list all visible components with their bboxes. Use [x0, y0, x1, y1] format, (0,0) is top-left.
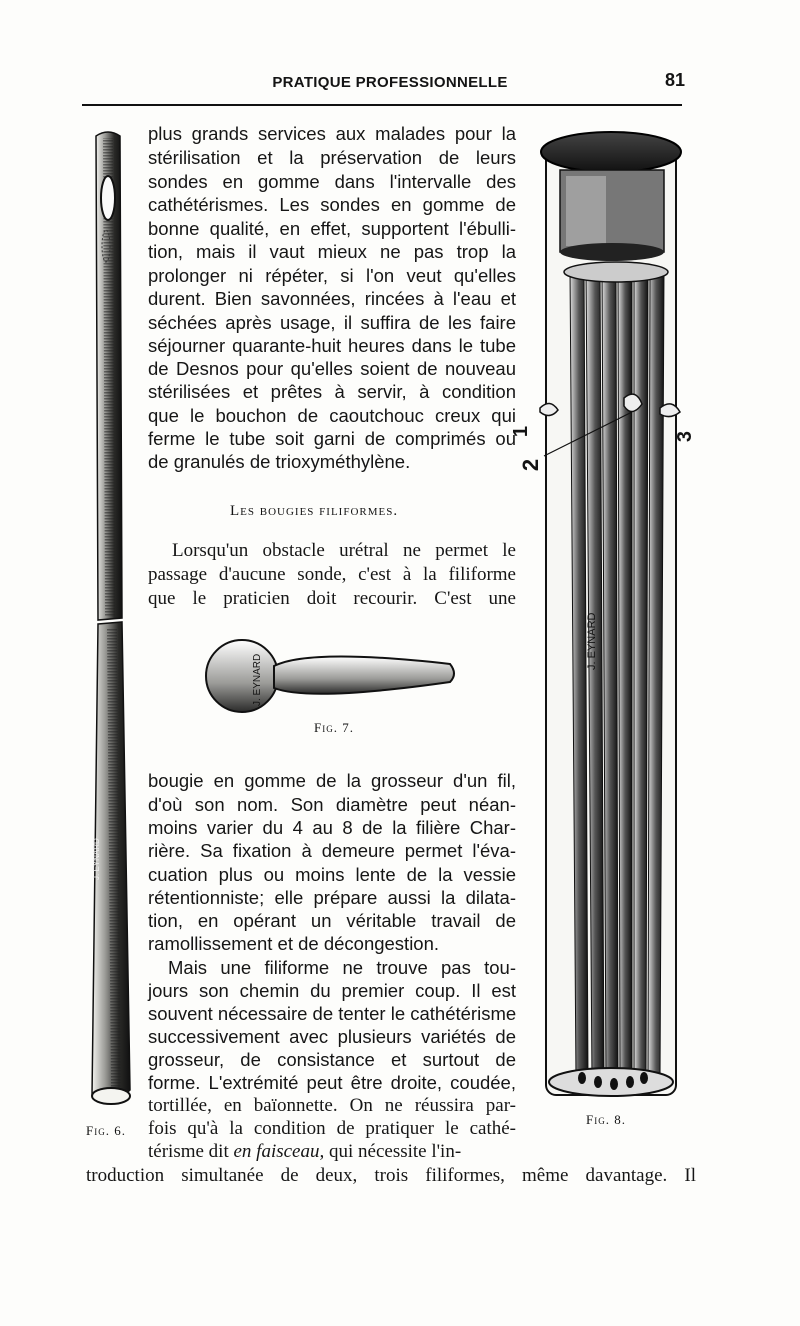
text-line: rétentionniste; elle prépare aussi la dilata- [148, 887, 516, 908]
text-line: tion, en opérant un véritable travail de [148, 910, 516, 931]
running-title: PRATIQUE PROFESSIONNELLE [272, 74, 508, 91]
text-line: Mais une filiforme ne trouve pas tou- [168, 957, 516, 978]
text-line: que le bouchon de caoutchouc creux qui [148, 405, 516, 426]
text-line: ferme le tube soit garni de comprimés ou [148, 428, 516, 449]
text-line: d'où son nom. Son diamètre peut néan- [148, 794, 516, 815]
page-number: 81 [664, 70, 685, 90]
text-line: successivement avec plusieurs variétés de [148, 1026, 516, 1047]
fig8-label-2: 2 [518, 458, 544, 472]
section-heading: Les bougies filiformes. [230, 503, 399, 519]
fig8-caption: Fig. 8. [586, 1112, 626, 1127]
text-line: ramollissement et de décongestion. [148, 933, 440, 954]
text-line: cuation plus ou moins lente de la vessie [148, 864, 516, 885]
text-line: de Desnos pour qu'elles soient de nouveau [148, 358, 516, 379]
text-line: prolonger ni répéter, si l'on veut qu'elles [148, 265, 516, 286]
fig8-label-3: 3 [674, 430, 697, 443]
text-line: souvent nécessaire de tenter le cathétérisme [148, 1003, 517, 1024]
italic-term: en faisceau, [233, 1141, 325, 1162]
fig7-bougie-illustration [200, 636, 460, 716]
text-span: térisme dit [148, 1141, 234, 1162]
text-line: fois qu'à la condition de pratiquer le cathé- [148, 1118, 516, 1139]
text-line: plus grands services aux malades pour la [148, 123, 516, 144]
text-line: passage d'aucune sonde, c'est à la filiforme [148, 564, 516, 585]
text-line: troduction simultanée de deux, trois filiformes, même davantage. Il [86, 1165, 696, 1186]
text-line: bougie en gomme de la grosseur d'un fil, [148, 770, 516, 791]
text-line: grosseur, de consistance et surtout de [148, 1049, 516, 1070]
text-line: durent. Bien savonnées, rincées à l'eau et [148, 288, 516, 309]
text-line: séchées après usage, il suffira de les faire [148, 312, 516, 333]
text-line: sondes en gomme dans l'intervalle des [148, 171, 516, 192]
text-line: stérilisation et la préservation de leurs [148, 147, 516, 168]
fig8-desnos-tube-illustration [520, 120, 710, 1110]
text-line: séjourner quarante-huit heures dans le tube [148, 335, 516, 356]
text-line: bonne qualité, en effet, supportent l'ébulli- [148, 218, 516, 239]
text-line: moins varier du 4 au 8 de la filière Char- [148, 817, 516, 838]
text-line: jours son chemin du premier coup. Il est [148, 980, 516, 1001]
text-line: tortillée, en baïonnette. On ne réussira par- [148, 1095, 516, 1116]
fig8-label-1: 1 [510, 425, 533, 438]
text-span: qui nécessite l'in- [324, 1141, 462, 1162]
text-line-italic [148, 1141, 461, 1163]
fig8-signature: J. EYNARD [586, 612, 598, 670]
text-line: de granulés de trioxyméthylène. [148, 451, 411, 472]
fig6-signature: J. EYNARD [92, 838, 101, 880]
text-line: Lorsqu'un obstacle urétral ne permet le [172, 540, 516, 561]
fig6-caption: Fig. 6. [86, 1123, 126, 1138]
text-line: stérilisées et prêtes à servir, à condition [148, 381, 516, 402]
fig7-signature: J. EYNARD [252, 653, 263, 706]
text-line: forme. L'extrémité peut être droite, coudée, [148, 1072, 516, 1093]
text-line: que le praticien doit recourir. C'est une [148, 588, 516, 609]
text-line: tion, mais il vaut mieux ne pas trop la [148, 241, 516, 262]
fig6-catheter-illustration [86, 128, 136, 1118]
text-line: rière. Sa fixation à demeure permet l'éva- [148, 840, 516, 861]
header-rule [82, 104, 682, 106]
text-line: cathétérismes. Les sondes en gomme de [148, 194, 516, 215]
fig7-caption: Fig. 7. [314, 720, 354, 735]
